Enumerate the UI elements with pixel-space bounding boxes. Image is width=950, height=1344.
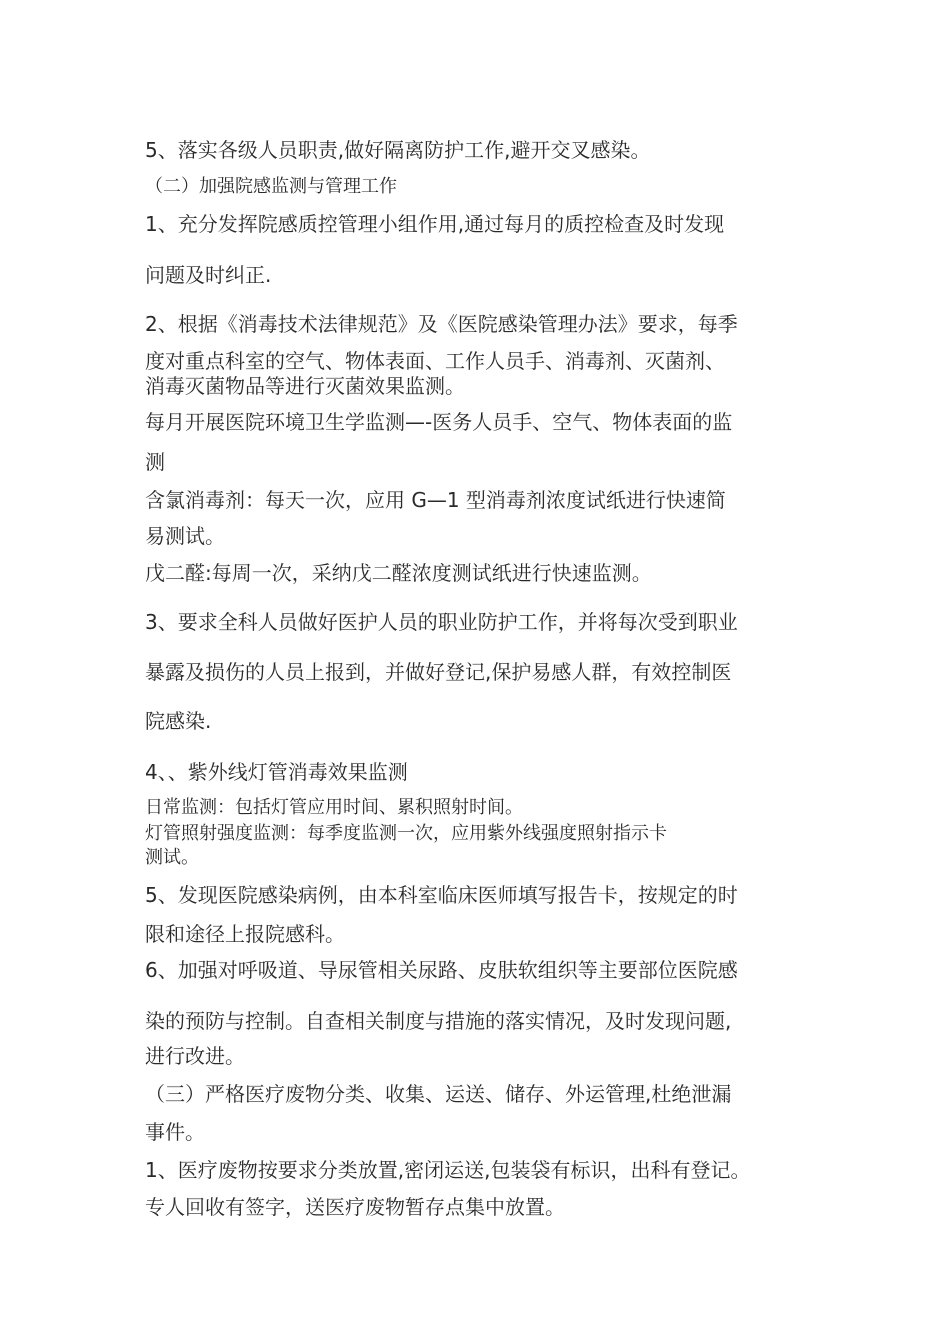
text-line: 日常监测：包括灯管应用时间、累积照射时间。	[145, 797, 523, 818]
text-line: 2、根据《消毒技术法律规范》及《医院感染管理办法》要求，每季	[145, 312, 738, 336]
text-line: 1、充分发挥院感质控管理小组作用,通过每月的质控检查及时发现	[145, 212, 725, 236]
text-line: 戊二醛:每周一次，采纳戊二醛浓度测试纸进行快速监测。	[145, 561, 652, 585]
text-line: 1、医疗废物按要求分类放置,密闭运送,包装袋有标识，出科有登记。	[145, 1158, 751, 1182]
text-line: 限和途径上报院感科。	[145, 922, 345, 946]
text-line: 5、发现医院感染病例，由本科室临床医师填写报告卡，按规定的时	[145, 883, 738, 907]
text-line: 含氯消毒剂：每天一次，应用 G—1 型消毒剂浓度试纸进行快速简	[145, 488, 726, 512]
text-line: 测	[145, 450, 165, 474]
section-heading: （二）加强院感监测与管理工作	[145, 176, 397, 197]
text-line: 6、加强对呼吸道、导尿管相关尿路、皮肤软组织等主要部位医院感	[145, 958, 738, 982]
text-line: 问题及时纠正.	[145, 263, 272, 287]
text-line: 3、要求全科人员做好医护人员的职业防护工作，并将每次受到职业	[145, 610, 738, 634]
text-line: 5、落实各级人员职责,做好隔离防护工作,避开交叉感染。	[145, 138, 651, 162]
text-line: 灯管照射强度监测：每季度监测一次，应用紫外线强度照射指示卡	[145, 823, 667, 844]
text-line: 院感染.	[145, 709, 212, 733]
text-line: 染的预防与控制。自查相关制度与措施的落实情况，及时发现问题,	[145, 1009, 732, 1033]
text-line: 专人回收有签字，送医疗废物暂存点集中放置。	[145, 1195, 565, 1219]
text-line: 度对重点科室的空气、物体表面、工作人员手、消毒剂、灭菌剂、	[145, 349, 725, 373]
text-line: 消毒灭菌物品等进行灭菌效果监测。	[145, 374, 465, 398]
text-line: 每月开展医院环境卫生学监测—-医务人员手、空气、物体表面的监	[145, 410, 733, 434]
text-line: 测试。	[145, 847, 199, 868]
section-heading: （三）严格医疗废物分类、收集、运送、储存、外运管理,杜绝泄漏	[145, 1082, 732, 1106]
text-line: 4、、紫外线灯管消毒效果监测	[145, 760, 408, 784]
text-line: 易测试。	[145, 524, 225, 548]
text-line: 暴露及损伤的人员上报到，并做好登记,保护易感人群，有效控制医	[145, 660, 732, 684]
text-line: 进行改进。	[145, 1044, 245, 1068]
text-line: 事件。	[145, 1120, 205, 1144]
